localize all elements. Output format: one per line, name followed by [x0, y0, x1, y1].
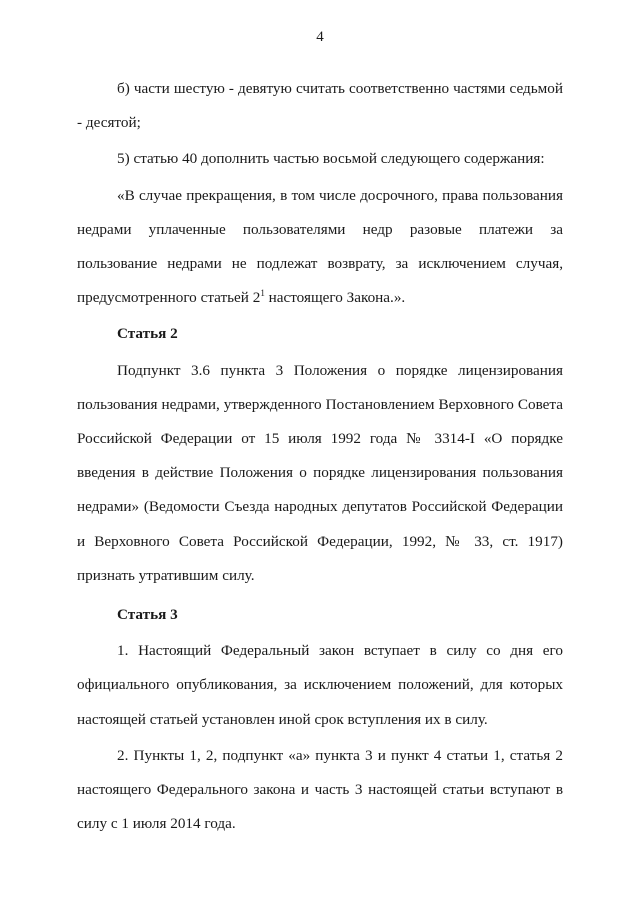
quote-text: «В случае прекращения, в том числе досрочного, права пользования недрами уплаченные пользователями недр разовые платежи за пользование недрами не подлежат возврату, за исключением случая, предусмотренного статьей 2 — [77, 186, 563, 307]
heading-article-2: Статья 2 — [117, 325, 178, 343]
heading-article-3: Статья 3 — [117, 606, 178, 624]
page-number: 4 — [316, 29, 324, 45]
paragraph-item-b: б) части шестую - девятую считать соответственно частями седьмой - десятой; — [77, 80, 563, 132]
quote-superscript: 1 — [260, 288, 265, 299]
paragraph-article-3-part-1: 1. Настоящий Федеральный закон вступает в силу со дня его официального опубликования, за исключением положений, для которых настоящей статьей установлен иной срок вступления их в силу. — [77, 642, 563, 728]
paragraph-quote-article-40 — [77, 179, 563, 316]
paragraph-article-3-part-2: 2. Пункты 1, 2, подпункт «а» пункта 3 и пункт 4 статьи 1, статья 2 настоящего Федерального закона и часть 3 настоящей статьи вступают в силу с 1 июля 2014 года. — [77, 746, 563, 833]
paragraph-article-2-text: Подпункт 3.6 пункта 3 Положения о порядке лицензирования пользования недрами, утвержденного Постановлением Верховного Совета Российской Федерации от 15 июля 1992 года № 3314-I «О порядке введения в действие Положения о порядке лицензирования пользования недрами» (Ведомости Съезда народных депутатов Российской Федерации и Верховного Совета Российской Федерации, 1992, № 33, ст. 1917) признать утратившим силу. — [77, 361, 563, 584]
quote-text-end: настоящего Закона.». — [264, 289, 406, 307]
paragraph-item-5: 5) статью 40 дополнить частью восьмой следующего содержания: — [117, 150, 545, 168]
document-body — [77, 72, 563, 841]
